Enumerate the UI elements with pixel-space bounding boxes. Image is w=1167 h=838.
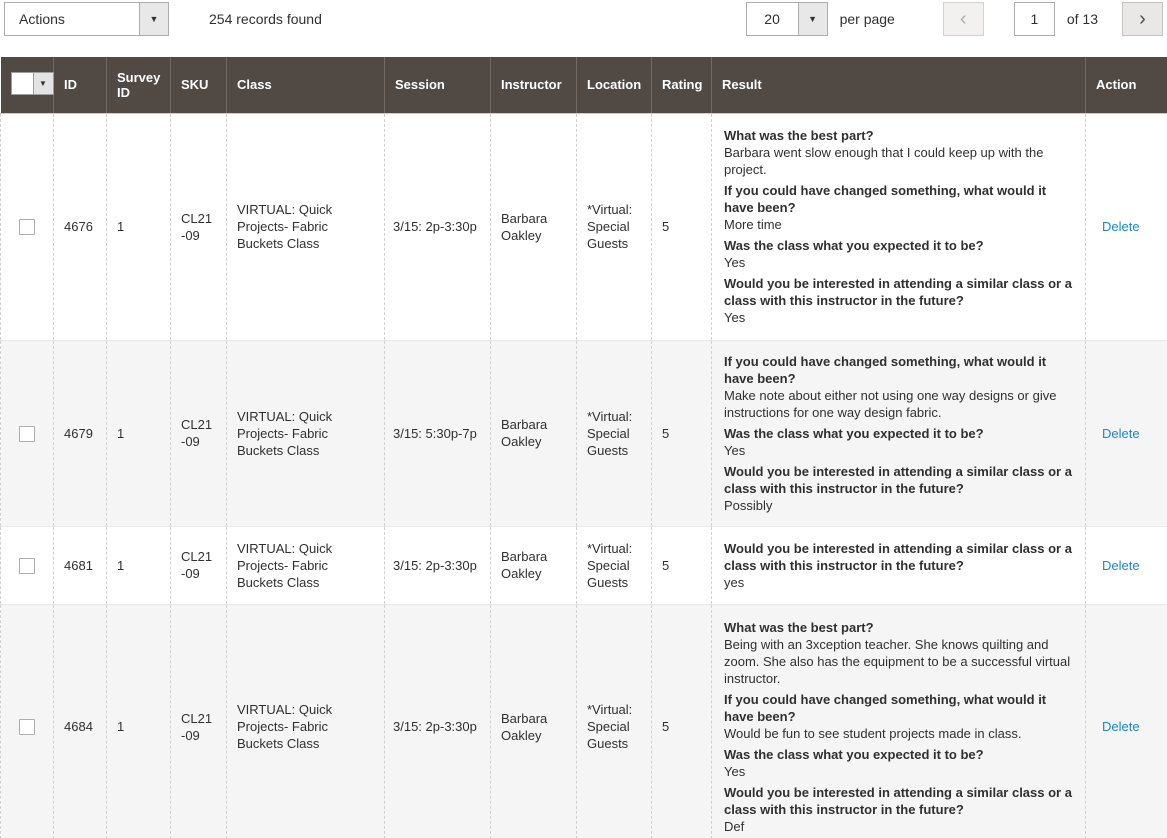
question-answer (724, 182, 1073, 233)
table-row (1, 113, 1167, 340)
column-header-location[interactable]: Location (577, 57, 652, 113)
answer-text: Being with an 3xception teacher. She knows quilting and zoom. She also has the equipment to be a successful virtual instructor. (724, 636, 1071, 686)
cell-location: *Virtual: Special Guests (577, 113, 652, 340)
cell-result (712, 340, 1086, 526)
cell-result (712, 526, 1086, 604)
answer-text: yes (724, 574, 745, 590)
cell-rating: 5 (652, 340, 712, 526)
cell-survey-id: 1 (107, 113, 171, 340)
cell-location: *Virtual: Special Guests (577, 340, 652, 526)
question-answer (724, 425, 1073, 459)
answer-text: Make note about either not using one way designs or give instructions for one way design fabric. (724, 387, 1057, 420)
question-text: Would you be interested in attending a similar class or a class with this instructor in the future? (724, 276, 1072, 308)
select-all-header (1, 57, 54, 113)
caret-down-icon: ▼ (798, 3, 827, 35)
question-text: Would you be interested in attending a similar class or a class with this instructor in the future? (724, 540, 1072, 573)
answer-text: Yes (724, 255, 746, 270)
question-answer (724, 127, 1073, 178)
cell-rating: 5 (652, 526, 712, 604)
cell-survey-id: 1 (107, 604, 171, 838)
question-answer (724, 353, 1073, 421)
next-page-button[interactable] (1122, 2, 1163, 36)
chevron-left-icon: ‹ (960, 7, 967, 30)
answer-text: Yes (724, 763, 746, 779)
question-answer (724, 746, 1073, 780)
cell-rating: 5 (652, 113, 712, 340)
cell-instructor: Barbara Oakley (491, 113, 577, 340)
pagination-controls (746, 2, 1163, 36)
column-header-class[interactable]: Class (227, 57, 385, 113)
caret-down-icon: ▼ (33, 73, 53, 94)
per-page-value: 20 (764, 11, 780, 27)
cell-sku: CL21-09 (171, 604, 227, 838)
cell-session: 3/15: 2p-3:30p (385, 113, 491, 340)
column-header-session[interactable]: Session (385, 57, 491, 113)
question-text: Would you be interested in attending a similar class or a class with this instructor in the future? (724, 784, 1072, 817)
question-text: What was the best part? (724, 128, 874, 143)
question-text: Was the class what you expected it to be? (724, 746, 984, 762)
chevron-right-icon: › (1139, 7, 1146, 30)
answer-text: Yes (724, 442, 746, 458)
column-header-sku[interactable]: SKU (171, 57, 227, 113)
select-all-dropdown[interactable] (11, 72, 54, 95)
column-header-id[interactable]: ID (54, 57, 107, 113)
cell-sku: CL21-09 (171, 340, 227, 526)
cell-session: 3/15: 5:30p-7p (385, 340, 491, 526)
answer-text: Would be fun to see student projects made in class. (724, 725, 1022, 741)
column-header-instructor[interactable]: Instructor (491, 57, 577, 113)
cell-session: 3/15: 2p-3:30p (385, 604, 491, 838)
question-answer (724, 275, 1073, 326)
cell-id: 4684 (54, 604, 107, 838)
question-text: If you could have changed something, what would it have been? (724, 691, 1047, 724)
row-checkbox[interactable] (19, 219, 35, 235)
question-answer (724, 463, 1073, 514)
row-checkbox[interactable] (19, 426, 35, 442)
delete-link[interactable]: Delete (1102, 425, 1140, 441)
question-text: If you could have changed something, what would it have been? (724, 353, 1047, 386)
caret-down-icon: ▼ (139, 3, 168, 35)
cell-id: 4681 (54, 526, 107, 604)
question-answer (724, 540, 1073, 591)
cell-survey-id: 1 (107, 526, 171, 604)
answer-text: More time (724, 217, 782, 232)
page-number-input[interactable] (1014, 2, 1055, 36)
answer-text: Possibly (724, 497, 773, 513)
cell-class: VIRTUAL: Quick Projects- Fabric Buckets Class (227, 526, 385, 604)
question-text: Was the class what you expected it to be? (724, 238, 984, 253)
cell-result (712, 113, 1086, 340)
table-row (1, 340, 1167, 526)
cell-id: 4676 (54, 113, 107, 340)
cell-result (712, 604, 1086, 838)
table-row (1, 604, 1167, 838)
answer-text: Barbara went slow enough that I could keep up with the project. (724, 145, 1044, 177)
row-checkbox[interactable] (19, 558, 35, 574)
question-answer (724, 691, 1073, 742)
question-text: Would you be interested in attending a similar class or a class with this instructor in the future? (724, 463, 1072, 496)
column-header-result[interactable]: Result (712, 57, 1086, 113)
survey-results-grid (0, 57, 1167, 838)
cell-instructor: Barbara Oakley (491, 340, 577, 526)
per-page-label: per page (839, 11, 895, 27)
cell-class: VIRTUAL: Quick Projects- Fabric Buckets Class (227, 604, 385, 838)
delete-link[interactable]: Delete (1102, 219, 1140, 234)
delete-link[interactable]: Delete (1102, 719, 1140, 734)
question-answer (724, 619, 1073, 687)
cell-rating: 5 (652, 604, 712, 838)
column-header-rating[interactable]: Rating (652, 57, 712, 113)
cell-sku: CL21-09 (171, 113, 227, 340)
records-count: 254 records found (209, 11, 322, 27)
column-header-survey-id[interactable]: Survey ID (107, 57, 171, 113)
cell-sku: CL21-09 (171, 526, 227, 604)
previous-page-button[interactable] (943, 2, 984, 36)
cell-session: 3/15: 2p-3:30p (385, 526, 491, 604)
question-answer (724, 784, 1073, 835)
answer-text: Def (724, 818, 745, 834)
cell-instructor: Barbara Oakley (491, 604, 577, 838)
grid-header-row (1, 57, 1167, 113)
cell-location: *Virtual: Special Guests (577, 604, 652, 838)
answer-text: Yes (724, 310, 746, 325)
question-text: If you could have changed something, what would it have been? (724, 183, 1047, 215)
delete-link[interactable]: Delete (1102, 557, 1140, 573)
question-text: Was the class what you expected it to be? (724, 425, 984, 441)
row-checkbox[interactable] (19, 719, 35, 735)
question-text: What was the best part? (724, 619, 874, 635)
column-header-action: Action (1086, 57, 1167, 113)
cell-class: VIRTUAL: Quick Projects- Fabric Buckets Class (227, 340, 385, 526)
select-all-checkbox[interactable] (12, 73, 33, 94)
cell-instructor: Barbara Oakley (491, 526, 577, 604)
actions-select[interactable] (4, 2, 169, 36)
cell-class: VIRTUAL: Quick Projects- Fabric Buckets Class (227, 113, 385, 340)
actions-select-value: Actions (19, 11, 65, 27)
per-page-select[interactable] (746, 2, 828, 36)
table-row (1, 526, 1167, 604)
cell-id: 4679 (54, 340, 107, 526)
grid-toolbar (0, 0, 1167, 57)
question-answer (724, 237, 1073, 271)
total-pages-label: of 13 (1066, 11, 1098, 27)
cell-survey-id: 1 (107, 340, 171, 526)
cell-location: *Virtual: Special Guests (577, 526, 652, 604)
